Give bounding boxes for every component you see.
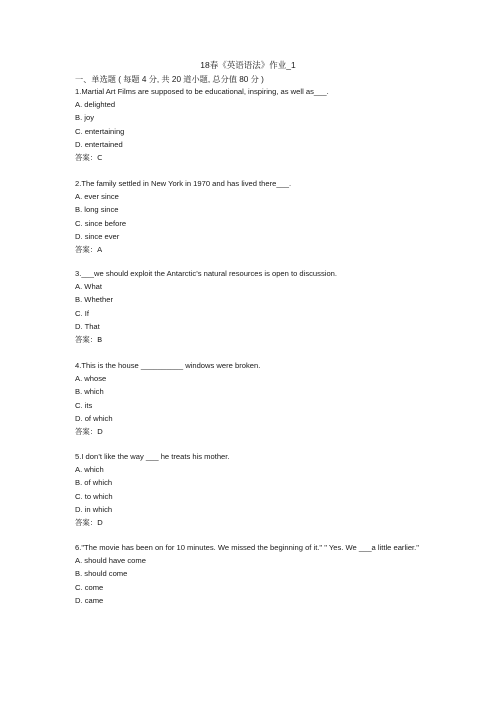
option-c: C. entertaining <box>75 126 125 136</box>
option-b: B. long since <box>75 205 119 215</box>
option-d: D. in which <box>75 504 113 514</box>
section-heading: 一、单选题 ( 每题 4 分, 共 20 道小题, 总分值 80 分 ) <box>75 75 264 84</box>
question-4 <box>75 359 435 438</box>
option-d: D. That <box>75 321 100 331</box>
answer: 答案：D <box>75 517 103 527</box>
option-a: A. should have come <box>75 556 146 566</box>
option-b: B. joy <box>75 113 94 123</box>
option-a: A. whose <box>75 374 107 384</box>
question-2 <box>75 177 435 256</box>
answer: 答案：B <box>75 334 103 344</box>
document-title: 18春《英语语法》作业_1 <box>200 60 296 70</box>
question-3 <box>75 267 435 346</box>
option-c: C. to which <box>75 491 113 501</box>
option-d: D. of which <box>75 413 113 423</box>
question-stem: 2.The family settled in New York in 1970 and has lived there___. <box>75 179 292 188</box>
option-d: D. entertained <box>75 139 123 149</box>
question-stem: 6."The movie has been on for 10 minutes. We missed the beginning of it." " Yes. We ___a little earlier." <box>75 543 419 552</box>
option-a: A. ever since <box>75 192 119 202</box>
answer: 答案：D <box>75 426 103 436</box>
option-a: A. which <box>75 465 104 475</box>
question-stem: 1.Martial Art Films are supposed to be educational, inspiring, as well as___. <box>75 87 329 96</box>
question-1 <box>75 85 435 164</box>
option-b: B. of which <box>75 478 113 488</box>
option-b: B. which <box>75 387 104 397</box>
answer: 答案：C <box>75 152 103 162</box>
option-d: D. since ever <box>75 231 120 241</box>
option-a: A. delighted <box>75 100 116 110</box>
answer: 答案：A <box>75 244 103 254</box>
option-c: C. since before <box>75 218 127 228</box>
option-c: C. its <box>75 400 93 410</box>
option-c: C. If <box>75 308 89 318</box>
option-b: B. should come <box>75 569 128 579</box>
option-d: D. came <box>75 595 104 605</box>
question-stem: 5.I don’t like the way ___ he treats his mother. <box>75 452 230 461</box>
question-stem: 4.This is the house __________ windows were broken. <box>75 361 261 370</box>
question-stem: 3.___we should exploit the Antarctic’s natural resources is open to discussion. <box>75 269 337 278</box>
question-6 <box>75 541 435 607</box>
option-b: B. Whether <box>75 295 113 305</box>
option-a: A. What <box>75 282 103 292</box>
option-c: C. come <box>75 582 104 592</box>
question-5 <box>75 450 435 529</box>
